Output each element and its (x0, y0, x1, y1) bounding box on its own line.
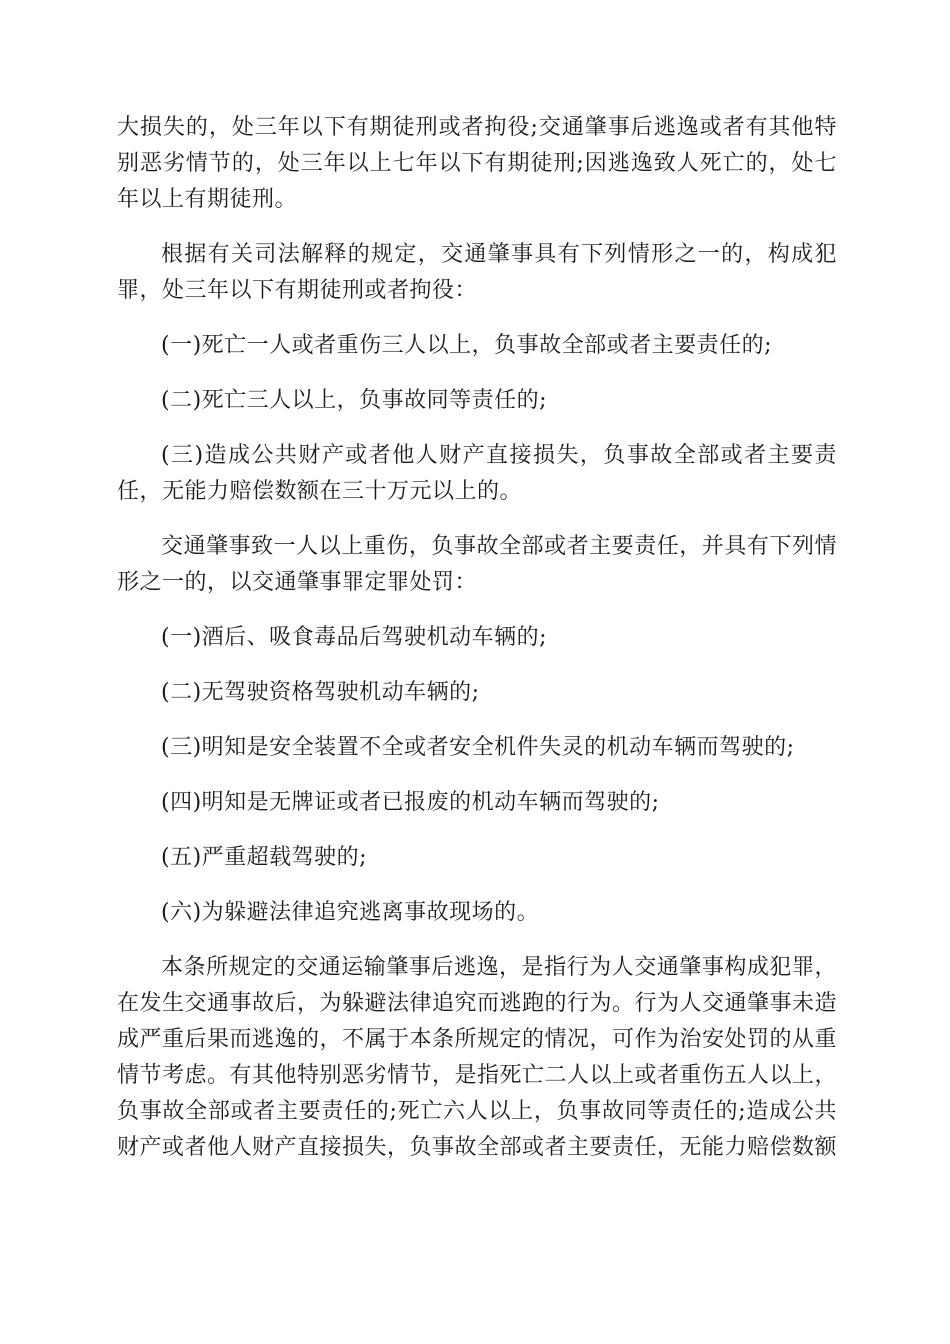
list-item-case-3: (三)造成公共财产或者他人财产直接损失，负事故全部或者主要责任，无能力赔偿数额在三十万元以上的。 (117, 443, 837, 504)
paragraph-judicial-interpretation: 根据有关司法解释的规定，交通肇事具有下列情形之一的，构成犯罪，处三年以下有期徒刑或者拘役： (117, 242, 837, 303)
list-item-circumstance-5: (五)严重超载驾驶的; (161, 845, 368, 870)
document-page (117, 110, 837, 1166)
paragraph-hit-and-run-definition: 本条所规定的交通运输肇事后逃逸，是指行为人交通肇事构成犯罪，在发生交通事故后，为躲避法律追究而逃跑的行为。行为人交通肇事未造成严重后果而逃逸的，不属于本条所规定的情况，可作为治安处罚的从重情节考虑。有其他特别恶劣情节，是指死亡二人以上或者重伤五人以上，负事故全部或者主要责任的;死亡六人以上，负事故同等责任的;造成公共财产或者他人财产直接损失，负事故全部或者主要责任，无能力赔偿数额 (117, 955, 838, 1160)
list-item-circumstance-6: (六)为躲避法律追究逃离事故现场的。 (161, 900, 540, 925)
list-item-circumstance-1: (一)酒后、吸食毒品后驾驶机动车辆的; (161, 625, 548, 650)
paragraph-serious-injury: 交通肇事致一人以上重伤，负事故全部或者主要责任，并具有下列情形之一的，以交通肇事罪定罪处罚： (117, 534, 837, 595)
list-item-circumstance-2: (二)无驾驶资格驾驶机动车辆的; (161, 680, 480, 705)
list-item-case-1: (一)死亡一人或者重伤三人以上，负事故全部或者主要责任的; (161, 333, 773, 358)
paragraph-continuation: 大损失的，处三年以下有期徒刑或者拘役;交通肇事后逃逸或者有其他特别恶劣情节的，处三年以上七年以下有期徒刑;因逃逸致人死亡的，处七年以上有期徒刑。 (117, 115, 837, 212)
list-item-case-2: (二)死亡三人以上，负事故同等责任的; (161, 388, 548, 413)
list-item-circumstance-3: (三)明知是安全装置不全或者安全机件失灵的机动车辆而驾驶的; (161, 735, 795, 760)
list-item-circumstance-4: (四)明知是无牌证或者已报废的机动车辆而驾驶的; (161, 790, 660, 815)
